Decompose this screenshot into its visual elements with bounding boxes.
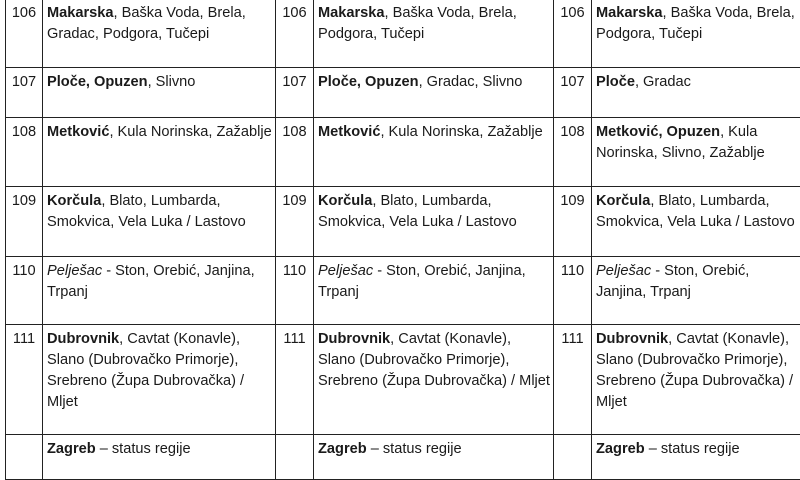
peninsula-name: Pelješac [47, 263, 102, 279]
code-cell: 111 [276, 325, 314, 435]
main-place: Metković, Opuzen [596, 124, 720, 140]
table-row [6, 0, 800, 68]
other-places: , Cavtat (Konavle), Slano (Dubrovačko Primorje), Srebreno (Župa Dubrovačka) / Mljet [47, 331, 244, 410]
other-places: , Slivno [148, 74, 196, 90]
code-cell: 107 [554, 68, 592, 118]
main-place: Makarska [47, 5, 114, 21]
code-cell: 111 [554, 325, 592, 435]
code-cell: 107 [6, 68, 43, 118]
code-cell: 110 [6, 257, 43, 325]
other-places: , Baška Voda, Brela, Gradac, Podgora, Tučepi [47, 5, 246, 42]
main-place: Korčula [318, 193, 372, 209]
other-places: , Kula Norinska, Slivno, Zažablje [596, 124, 765, 161]
places-cell [314, 0, 554, 68]
table-row [6, 257, 800, 325]
main-place: Ploče [596, 74, 635, 90]
other-places: , Blato, Lumbarda, Smokvica, Vela Luka / Lastovo [596, 193, 795, 230]
other-places: , Gradac [635, 74, 691, 90]
places-cell [592, 187, 800, 257]
main-place: Zagreb [596, 441, 645, 457]
places-cell [592, 0, 800, 68]
main-place: Dubrovnik [596, 331, 668, 347]
table-row [6, 68, 800, 118]
places-cell [314, 257, 554, 325]
main-place: Korčula [596, 193, 650, 209]
code-cell: 108 [554, 118, 592, 187]
code-cell: 110 [276, 257, 314, 325]
table-row [6, 325, 800, 435]
code-cell: 109 [6, 187, 43, 257]
main-place: Metković [318, 124, 380, 140]
main-place: Ploče, Opuzen [47, 74, 148, 90]
code-cell [276, 435, 314, 480]
code-cell: 110 [554, 257, 592, 325]
other-places: , Baška Voda, Brela, Podgora, Tučepi [596, 5, 795, 42]
places-cell [43, 68, 276, 118]
code-cell: 108 [276, 118, 314, 187]
main-place: Metković [47, 124, 109, 140]
main-place: Dubrovnik [47, 331, 119, 347]
code-cell [6, 435, 43, 480]
main-place: Ploče, Opuzen [318, 74, 419, 90]
code-cell: 107 [276, 68, 314, 118]
region-code-table [5, 0, 800, 480]
places-cell [592, 435, 800, 480]
places-cell [592, 118, 800, 187]
places-cell [43, 257, 276, 325]
table-row [6, 187, 800, 257]
peninsula-name: Pelješac [318, 263, 373, 279]
places-cell [43, 325, 276, 435]
places-cell [43, 0, 276, 68]
status-note: – status regije [367, 441, 462, 457]
places-cell [592, 257, 800, 325]
other-places: , Cavtat (Konavle), Slano (Dubrovačko Primorje), Srebreno (Župa Dubrovačka) / Mljet [596, 331, 793, 410]
code-cell: 106 [6, 0, 43, 68]
main-place: Dubrovnik [318, 331, 390, 347]
places-cell [314, 68, 554, 118]
table-row [6, 118, 800, 187]
code-cell [554, 435, 592, 480]
main-place: Zagreb [318, 441, 367, 457]
main-place: Korčula [47, 193, 101, 209]
code-cell: 109 [554, 187, 592, 257]
places-cell [43, 118, 276, 187]
code-cell: 106 [554, 0, 592, 68]
places-cell [592, 68, 800, 118]
other-places: , Blato, Lumbarda, Smokvica, Vela Luka / Lastovo [318, 193, 517, 230]
peninsula-name: Pelješac [596, 263, 651, 279]
other-places: - Ston, Orebić, Janjina, Trpanj [47, 263, 255, 300]
other-places: , Baška Voda, Brela, Podgora, Tučepi [318, 5, 517, 42]
main-place: Makarska [318, 5, 385, 21]
other-places: - Ston, Orebić, Janjina, Trpanj [318, 263, 526, 300]
code-cell: 109 [276, 187, 314, 257]
main-place: Zagreb [47, 441, 96, 457]
places-cell [592, 325, 800, 435]
places-cell [43, 435, 276, 480]
other-places: , Kula Norinska, Zažablje [109, 124, 271, 140]
other-places: , Cavtat (Konavle), Slano (Dubrovačko Primorje), Srebreno (Župa Dubrovačka) / Mljet [318, 331, 550, 389]
other-places: - Ston, Orebić, Janjina, Trpanj [596, 263, 749, 300]
other-places: , Blato, Lumbarda, Smokvica, Vela Luka / Lastovo [47, 193, 246, 230]
code-cell: 108 [6, 118, 43, 187]
other-places: , Gradac, Slivno [419, 74, 523, 90]
status-note: – status regije [96, 441, 191, 457]
code-cell: 111 [6, 325, 43, 435]
places-cell [314, 325, 554, 435]
places-cell [314, 118, 554, 187]
places-cell [314, 187, 554, 257]
other-places: , Kula Norinska, Zažablje [380, 124, 542, 140]
status-note: – status regije [645, 441, 740, 457]
places-cell [314, 435, 554, 480]
main-place: Makarska [596, 5, 663, 21]
places-cell [43, 187, 276, 257]
table-row [6, 435, 800, 480]
code-cell: 106 [276, 0, 314, 68]
